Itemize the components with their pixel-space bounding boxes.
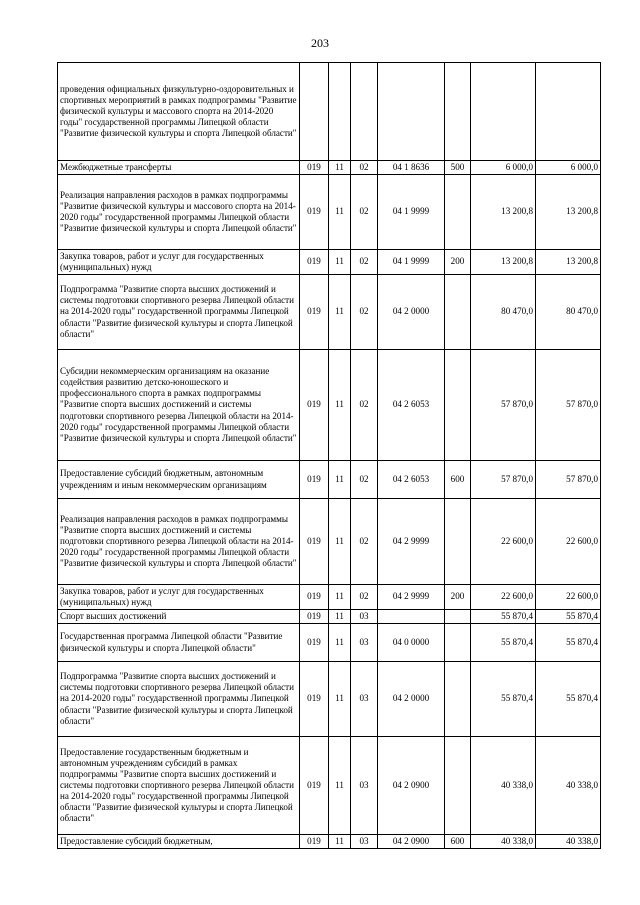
subsection-code: 02 bbox=[351, 461, 378, 499]
table-row bbox=[58, 737, 601, 835]
sum-value: 55 870,4 bbox=[471, 662, 536, 737]
sum-value: 13 200,8 bbox=[471, 250, 536, 275]
target-article: 04 2 9999 bbox=[378, 585, 445, 610]
expense-type bbox=[445, 175, 471, 250]
expense-type bbox=[445, 662, 471, 737]
table-row bbox=[58, 610, 601, 624]
total-value: 13 200,8 bbox=[536, 250, 601, 275]
ministry-code: 019 bbox=[300, 161, 329, 175]
row-name: Реализация направления расходов в рамках подпрограммы "Развитие физической культуры и массового спорта на 2014-2020 годы" государственной программы Липецкой области "Развитие физической культуры и спорта Липецкой области" bbox=[58, 175, 300, 250]
row-name: Закупка товаров, работ и услуг для государственных (муниципальных) нужд bbox=[58, 250, 300, 275]
sum-value: 80 470,0 bbox=[471, 275, 536, 350]
sum-value: 57 870,0 bbox=[471, 350, 536, 461]
target-article: 04 0 0000 bbox=[378, 624, 445, 662]
target-article: 04 2 0000 bbox=[378, 275, 445, 350]
ministry-code: 019 bbox=[300, 350, 329, 461]
total-value: 80 470,0 bbox=[536, 275, 601, 350]
expense-type: 500 bbox=[445, 161, 471, 175]
row-name: Предоставление субсидий бюджетным, автономным учреждениям и иным некоммерческим организациям bbox=[58, 461, 300, 499]
budget-table bbox=[57, 62, 601, 849]
target-article: 04 1 8636 bbox=[378, 161, 445, 175]
subsection-code: 02 bbox=[351, 161, 378, 175]
expense-type: 200 bbox=[445, 250, 471, 275]
ministry-code: 019 bbox=[300, 175, 329, 250]
table-body bbox=[58, 63, 601, 849]
total-value: 57 870,0 bbox=[536, 461, 601, 499]
section-code: 11 bbox=[329, 275, 351, 350]
expense-type bbox=[445, 350, 471, 461]
total-value: 6 000,0 bbox=[536, 161, 601, 175]
row-name: Предоставление субсидий бюджетным, bbox=[58, 835, 300, 849]
target-article bbox=[378, 610, 445, 624]
table-row bbox=[58, 161, 601, 175]
sum-value: 13 200,8 bbox=[471, 175, 536, 250]
row-name: Подпрограмма "Развитие спорта высших достижений и системы подготовки спортивного резерва Липецкой области на 2014-2020 годы" государственной программы Липецкой области "Развитие физической культуры и спорта Липецкой области" bbox=[58, 662, 300, 737]
table-row bbox=[58, 350, 601, 461]
expense-type: 200 bbox=[445, 585, 471, 610]
subsection-code: 02 bbox=[351, 585, 378, 610]
expense-type: 600 bbox=[445, 461, 471, 499]
sum-value: 22 600,0 bbox=[471, 499, 536, 585]
row-name: Межбюджетные трансферты bbox=[58, 161, 300, 175]
subsection-code: 03 bbox=[351, 610, 378, 624]
row-name: Реализация направления расходов в рамках подпрограммы "Развитие спорта высших достижений и системы подготовки спортивного резерва Липецкой области на 2014-2020 годы" государственной программы Липецкой области "Развитие физической культуры и спорта Липецкой области" bbox=[58, 499, 300, 585]
section-code: 11 bbox=[329, 161, 351, 175]
ministry-code: 019 bbox=[300, 737, 329, 835]
section-code: 11 bbox=[329, 499, 351, 585]
row-name: Спорт высших достижений bbox=[58, 610, 300, 624]
row-name: Подпрограмма "Развитие спорта высших достижений и системы подготовки спортивного резерва Липецкой области на 2014-2020 годы" государственной программы Липецкой области "Развитие физической культуры и спорта Липецкой области" bbox=[58, 275, 300, 350]
table-row bbox=[58, 175, 601, 250]
section-code: 11 bbox=[329, 461, 351, 499]
table-row bbox=[58, 499, 601, 585]
expense-type bbox=[445, 63, 471, 161]
section-code: 11 bbox=[329, 350, 351, 461]
total-value bbox=[536, 63, 601, 161]
target-article: 04 1 9999 bbox=[378, 175, 445, 250]
sum-value: 55 870,4 bbox=[471, 624, 536, 662]
subsection-code: 03 bbox=[351, 662, 378, 737]
subsection-code: 02 bbox=[351, 250, 378, 275]
subsection-code bbox=[351, 63, 378, 161]
section-code: 11 bbox=[329, 835, 351, 849]
subsection-code: 03 bbox=[351, 835, 378, 849]
row-name: проведения официальных физкультурно-оздоровительных и спортивных мероприятий в рамках подпрограммы "Развитие физической культуры и массового спорта на 2014-2020 годы" государственной программы Липецкой области "Развитие физической культуры и спорта Липецкой области" bbox=[58, 63, 300, 161]
target-article: 04 2 0900 bbox=[378, 737, 445, 835]
subsection-code: 02 bbox=[351, 499, 378, 585]
row-name: Субсидии некоммерческим организациям на оказание содействия развитию детско-юношеского и профессионального спорта в рамках подпрограммы "Развитие спорта высших достижений и системы подготовки спортивного резерва Липецкой области на 2014-2020 годы" государственной программы Липецкой области "Развитие физической культуры и спорта Липецкой области" bbox=[58, 350, 300, 461]
expense-type bbox=[445, 499, 471, 585]
table-row bbox=[58, 461, 601, 499]
section-code: 11 bbox=[329, 737, 351, 835]
table-row bbox=[58, 585, 601, 610]
table-row bbox=[58, 662, 601, 737]
expense-type bbox=[445, 275, 471, 350]
expense-type bbox=[445, 737, 471, 835]
table-row bbox=[58, 275, 601, 350]
target-article: 04 2 9999 bbox=[378, 499, 445, 585]
total-value: 55 870,4 bbox=[536, 662, 601, 737]
section-code: 11 bbox=[329, 250, 351, 275]
target-article: 04 2 0000 bbox=[378, 662, 445, 737]
sum-value: 22 600,0 bbox=[471, 585, 536, 610]
row-name: Государственная программа Липецкой области "Развитие физической культуры и спорта Липецкой области" bbox=[58, 624, 300, 662]
subsection-code: 02 bbox=[351, 175, 378, 250]
expense-type bbox=[445, 610, 471, 624]
ministry-code: 019 bbox=[300, 585, 329, 610]
target-article: 04 2 6053 bbox=[378, 461, 445, 499]
sum-value: 6 000,0 bbox=[471, 161, 536, 175]
ministry-code: 019 bbox=[300, 275, 329, 350]
subsection-code: 03 bbox=[351, 624, 378, 662]
subsection-code: 03 bbox=[351, 737, 378, 835]
ministry-code bbox=[300, 63, 329, 161]
row-name: Предоставление государственным бюджетным и автономным учреждениям субсидий в рамках подпрограммы "Развитие спорта высших достижений и системы подготовки спортивного резерва Липецкой области на 2014-2020 годы" государственной программы Липецкой области "Развитие физической культуры и спорта Липецкой области" bbox=[58, 737, 300, 835]
table-row bbox=[58, 250, 601, 275]
expense-type: 600 bbox=[445, 835, 471, 849]
total-value: 40 338,0 bbox=[536, 737, 601, 835]
total-value: 22 600,0 bbox=[536, 585, 601, 610]
section-code: 11 bbox=[329, 585, 351, 610]
target-article: 04 1 9999 bbox=[378, 250, 445, 275]
ministry-code: 019 bbox=[300, 499, 329, 585]
target-article bbox=[378, 63, 445, 161]
section-code: 11 bbox=[329, 610, 351, 624]
section-code: 11 bbox=[329, 662, 351, 737]
total-value: 55 870,4 bbox=[536, 624, 601, 662]
table-row bbox=[58, 835, 601, 849]
subsection-code: 02 bbox=[351, 275, 378, 350]
ministry-code: 019 bbox=[300, 624, 329, 662]
total-value: 13 200,8 bbox=[536, 175, 601, 250]
total-value: 40 338,0 bbox=[536, 835, 601, 849]
row-name: Закупка товаров, работ и услуг для государственных (муниципальных) нужд bbox=[58, 585, 300, 610]
total-value: 22 600,0 bbox=[536, 499, 601, 585]
sum-value bbox=[471, 63, 536, 161]
expense-type bbox=[445, 624, 471, 662]
section-code bbox=[329, 63, 351, 161]
page-number: 203 bbox=[311, 36, 329, 50]
section-code: 11 bbox=[329, 175, 351, 250]
ministry-code: 019 bbox=[300, 835, 329, 849]
sum-value: 40 338,0 bbox=[471, 835, 536, 849]
ministry-code: 019 bbox=[300, 610, 329, 624]
sum-value: 57 870,0 bbox=[471, 461, 536, 499]
ministry-code: 019 bbox=[300, 662, 329, 737]
ministry-code: 019 bbox=[300, 461, 329, 499]
total-value: 55 870,4 bbox=[536, 610, 601, 624]
subsection-code: 02 bbox=[351, 350, 378, 461]
target-article: 04 2 6053 bbox=[378, 350, 445, 461]
table-row bbox=[58, 624, 601, 662]
target-article: 04 2 0900 bbox=[378, 835, 445, 849]
section-code: 11 bbox=[329, 624, 351, 662]
total-value: 57 870,0 bbox=[536, 350, 601, 461]
sum-value: 55 870,4 bbox=[471, 610, 536, 624]
ministry-code: 019 bbox=[300, 250, 329, 275]
sum-value: 40 338,0 bbox=[471, 737, 536, 835]
table-row bbox=[58, 63, 601, 161]
